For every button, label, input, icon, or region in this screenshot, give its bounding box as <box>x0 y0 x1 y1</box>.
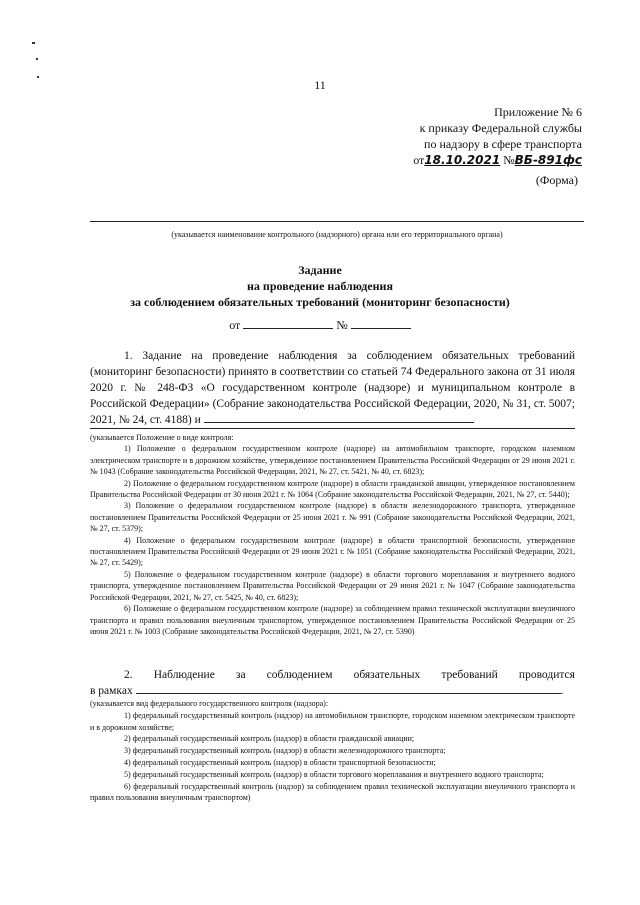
footnote-item: 3) федеральный государственный контроль (надзор) в области железнодорожного транспорта; <box>124 746 446 756</box>
paragraph-2-word: Наблюдение <box>153 669 215 681</box>
appendix-date-line <box>382 152 582 168</box>
date-prefix: от <box>413 153 425 167</box>
page-number: 11 <box>314 78 326 92</box>
footnote-item: 3) Положение о федеральном государственном контроле (надзоре) в области железнодорожного транспорта, утвержденное постановлением Правительства Российской Федерации от 25 июня 2021 г. № 991 (Собрание законодательства Российской Федерации, 2021, № 27, ст. 5379); <box>90 501 575 534</box>
handwritten-date: 18.10.2021 <box>424 153 501 167</box>
paragraph-2-line-2 <box>90 683 575 699</box>
footnote-item: 6) Положение о федеральном государственном контроле (надзоре) за соблюдением правил технической эксплуатации внеуличного транспорта и правил пользования внеуличным транспортом, утвержденное постановлением Правительства Российской Федерации от 25 июня 2021 г. № 1003 (Собрание законодательства Российской Федерации, 2021, № 27, ст. 5390) <box>90 604 575 636</box>
title-line: Задание <box>298 263 342 277</box>
footnote-1 <box>90 432 575 637</box>
paragraph-1-fill-line <box>204 412 474 423</box>
footnote-heading: (указывается Положение о виде контроля: <box>90 433 234 442</box>
footnote-item: 4) Положение о федеральном государственном контроле (надзоре) в области транспортной безопасности, утвержденное постановлением Правительства Российской Федерации от 29 июня 2021 г. № 1051 (Собрание законодательства Российской Федерации, 2021, № 27, ст. 5429); <box>90 535 575 568</box>
footnote-item: 2) федеральный государственный контроль (надзор) в области гражданской авиации; <box>124 734 415 744</box>
paragraph-2-word: обязательных <box>353 669 421 681</box>
footnote-item: 1) федеральный государственный контроль (надзор) на автомобильном транспорте, городском наземном электрическом транспорте и в дорожном хозяйстве; <box>90 710 575 732</box>
title-line: на проведение наблюдения <box>247 279 393 293</box>
paragraph-1 <box>90 348 575 428</box>
paragraph-1-fill-line-2 <box>90 428 575 429</box>
footnote-heading: (указывается вид федерального государственного контроля (надзора): <box>90 699 329 708</box>
authority-caption: (указывается наименование контрольного (надзорного) органа или его территориального органа) <box>171 230 503 239</box>
appendix-line: по надзору в сфере транспорта <box>424 137 582 151</box>
paragraph-2 <box>90 667 575 699</box>
paragraph-2-line-1 <box>90 667 575 683</box>
paragraph-2-word: за <box>235 669 246 681</box>
footnote-item: 4) федеральный государственный контроль (надзор) в области транспортной безопасности; <box>124 757 436 767</box>
authority-fill-line <box>90 221 584 222</box>
footnote-2 <box>90 698 575 804</box>
document-title <box>0 262 640 310</box>
footnote-item: 5) Положение о федеральном государственном контроле (надзоре) в области торгового мореплавания и внутреннего водного транспорта, утвержденное постановлением Правительства Российской Федерации от 29 июня 2021 г. № 1047 (Собрание законодательства Российской Федерации, 2021, № 27, ст. 5425, № 40, ст. 6823); <box>90 569 575 602</box>
number-prefix: № <box>503 153 515 167</box>
date-label: от <box>229 318 241 332</box>
paragraph-2-word: проводится <box>518 669 575 681</box>
date-number-row <box>0 318 640 333</box>
footnote-item: 6) федеральный государственный контроль (надзор) за соблюдением правил технической эксплуатации внеуличного транспорта и правил пользования внеуличным транспортом) <box>90 781 575 803</box>
footnote-item: 5) федеральный государственный контроль (надзор) в области торгового мореплавания и внутреннего водного транспорта; <box>124 769 544 779</box>
paragraph-2-end: . <box>560 685 564 697</box>
scan-speck <box>36 58 38 60</box>
handwritten-number: ВБ-891фс <box>514 153 582 167</box>
footnote-item: 1) Положение о федеральном государственном контроле (надзоре) на автомобильном транспорте, городском наземном электрическом транспорте и в дорожном хозяйстве, утвержденное постановлением Правительства Российской Федерации от 29 июня 2021 г. № 1043 (Собрание законодательства Российской Федерации, 2021, № 27, ст. 5421, № 40, ст. 6823); <box>90 444 575 477</box>
paragraph-2-word: 2. <box>124 669 133 681</box>
paragraph-2-word: соблюдением <box>266 669 333 681</box>
footnote-item: 2) Положение о федеральном государственном контроле (надзоре) в области гражданской авиации, утвержденное постановлением Правительства Российской Федерации от 30 июня 2021 г. № 1064 (Собрание законодательства Российской Федерации, 2021, № 27, ст. 5440); <box>90 478 575 500</box>
number-fill-line <box>351 318 411 329</box>
paragraph-2-word: требований <box>441 669 498 681</box>
title-line: за соблюдением обязательных требований (мониторинг безопасности) <box>130 295 510 309</box>
scan-speck <box>32 42 35 44</box>
appendix-line: Приложение № 6 <box>494 105 582 119</box>
appendix-line: к приказу Федеральной службы <box>419 121 582 135</box>
form-label: (Форма) <box>535 173 578 187</box>
date-fill-line <box>243 318 333 329</box>
appendix-header <box>382 104 582 168</box>
paragraph-2-in-scope: в рамках <box>90 685 133 697</box>
number-label: № <box>336 318 348 332</box>
paragraph-1-text: 1. Задание на проведение наблюдения за соблюдением обязательных требований (мониторинг безопасности) принято в соответствии со статьей 74 Федерального закона от 31 июля 2020 г. № 248-ФЗ «О государственном контроле (надзоре) и муниципальном контроле в Российской Федерации» (Собрание законодательства Российской Федерации, 2020, № 31, ст. 5007; 2021, № 24, ст. 4188) и <box>90 350 575 426</box>
paragraph-2-fill-line <box>136 683 561 694</box>
